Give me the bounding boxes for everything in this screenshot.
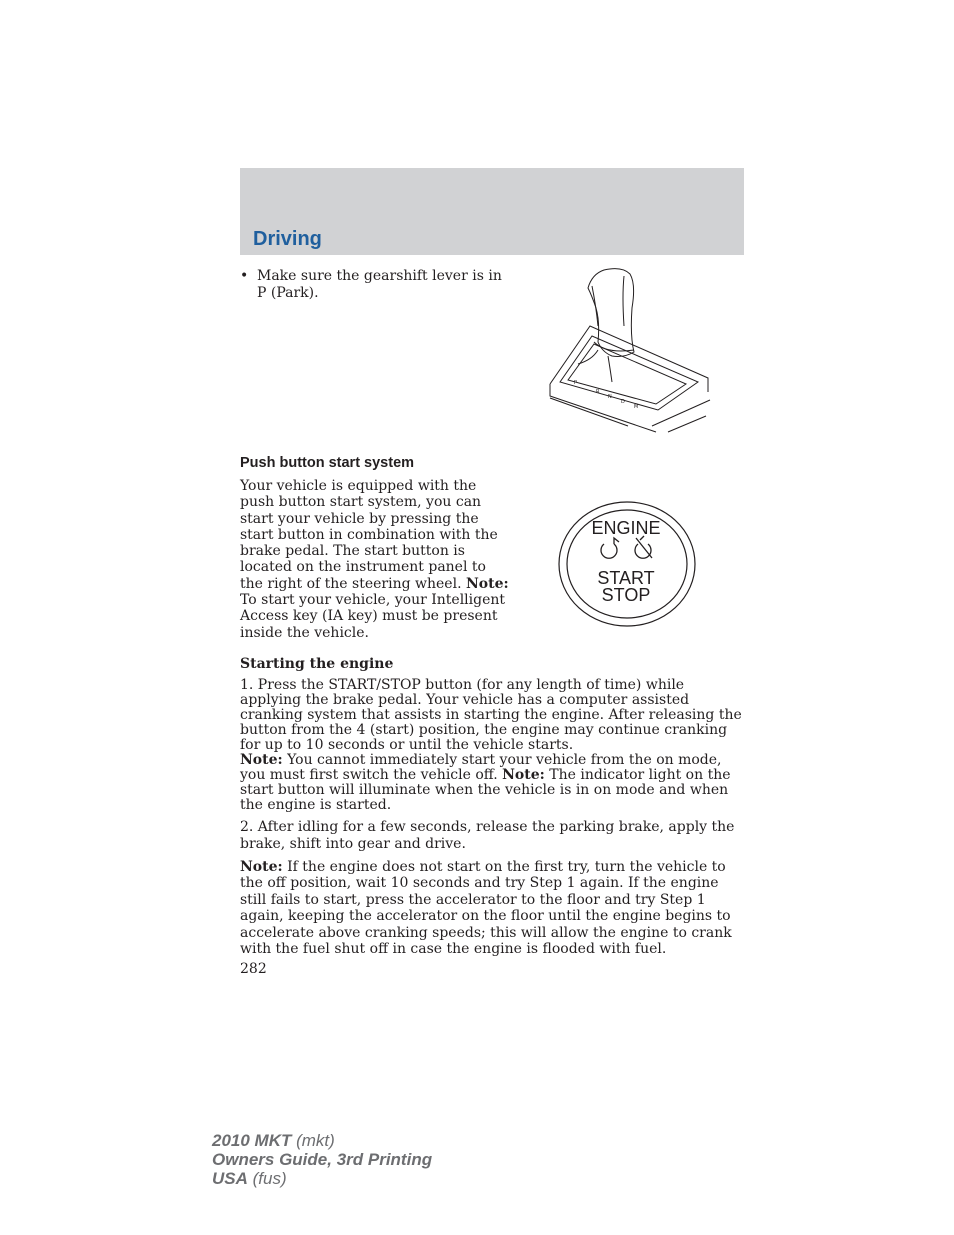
- footer-edition: Owners Guide, 3rd Printing: [212, 1150, 433, 1169]
- start-label: START: [597, 568, 655, 588]
- note-text: You cannot immediately start your vehicle from the on mode, you must first switch the vehicle off.: [240, 752, 722, 783]
- page-number: 282: [240, 961, 267, 977]
- gear-letter-r: R: [596, 389, 600, 395]
- bullet-item: [240, 268, 510, 301]
- note-label: Note:: [240, 859, 283, 875]
- note-text: To start your vehicle, your Intelligent Access key (IA key) must be present inside the vehicle.: [240, 592, 506, 641]
- push-button-heading: Push button start system: [240, 455, 415, 471]
- gearshift-illustration: [548, 266, 712, 436]
- step-2-paragraph: [240, 819, 745, 853]
- gear-letter-d: D: [621, 399, 625, 405]
- footer-market: USA: [212, 1169, 248, 1188]
- step-2-text: 2. After idling for a few seconds, release the parking brake, apply the brake, shift into gear and drive.: [240, 819, 735, 852]
- engine-flooded-note: [240, 859, 745, 957]
- note-label: Note:: [240, 752, 283, 768]
- step-1-paragraph: [240, 678, 745, 813]
- restart-icon: [601, 538, 619, 558]
- engine-label: ENGINE: [591, 518, 661, 538]
- note-label: Note:: [465, 575, 509, 592]
- gear-letter-m: M: [634, 404, 639, 410]
- gear-letter-n: N: [608, 394, 612, 400]
- step-1-text: 1. Press the START/STOP button (for any length of time) while applying the brake pedal. Your vehicle has a computer assisted cranking system that assists in starting the engine. After releasing the button from the 4 (start) position, the engine may continue cranking for up to 10 seconds or until the vehicle starts.: [240, 677, 742, 753]
- document-footer: [212, 1131, 432, 1188]
- bullet-text: Make sure the gearshift lever is in P (Park).: [257, 268, 502, 301]
- bullet-symbol: •: [240, 268, 249, 284]
- gear-letter-p: P: [574, 380, 578, 386]
- note-text: If the engine does not start on the first try, turn the vehicle to the off position, wait 10 seconds and try Step 1 again. If the engine still fails to start, press the accelerator to the floor and try Step 1 again, keeping the accelerator on the floor until the engine begins to accelerate above cranking speeds; this will allow the engine to crank with the fuel shut off in case the engine is flooded with fuel.: [240, 859, 732, 958]
- note-text: The indicator light on the start button will illuminate when the vehicle is in on mode and when the engine is started.: [240, 767, 731, 813]
- stop-label: STOP: [601, 585, 651, 605]
- note-label: Note:: [502, 767, 545, 783]
- footer-model: 2010 MKT: [212, 1131, 292, 1150]
- starting-engine-heading: Starting the engine: [240, 656, 394, 672]
- push-button-paragraph: [240, 478, 510, 641]
- push-button-intro: Your vehicle is equipped with the push button start system, you can start your vehicle by pressing the start button in combination with the brake pedal. The start button is located on the instrument panel to the right of the steering wheel.: [240, 478, 498, 592]
- no-restart-icon: [635, 536, 652, 558]
- footer-market-code: (fus): [247, 1169, 287, 1188]
- footer-model-code: (mkt): [291, 1131, 335, 1150]
- section-title: Driving: [253, 228, 322, 250]
- engine-start-stop-button-illustration: [556, 500, 698, 628]
